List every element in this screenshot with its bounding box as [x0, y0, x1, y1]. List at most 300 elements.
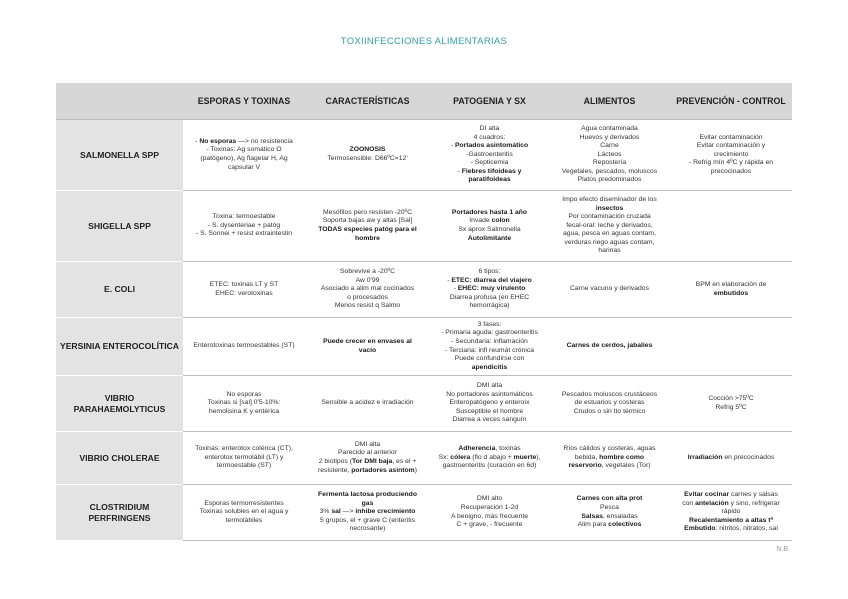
table-row	[56, 485, 792, 541]
text: Esporas termorresistentes	[204, 499, 284, 507]
table-header-row	[56, 83, 792, 120]
text: en precocinados	[722, 453, 775, 461]
bold-text: muerte	[513, 453, 537, 461]
cell-line	[185, 290, 303, 299]
cell-line	[672, 404, 790, 413]
cell-line	[432, 355, 547, 364]
cell-line	[432, 329, 547, 338]
cell-line	[307, 155, 428, 164]
cell-line	[551, 125, 668, 134]
text: Repostería	[592, 159, 627, 167]
cell-line	[551, 213, 668, 222]
cell	[670, 376, 792, 432]
text: necrosante)	[349, 525, 386, 533]
cell-line	[185, 213, 303, 222]
cell	[183, 376, 305, 432]
cell-line	[432, 382, 547, 391]
cell-line	[432, 408, 547, 417]
cell	[305, 318, 430, 376]
bold-text: ETEC: diarrea del viajero	[451, 276, 532, 284]
bold-text: antelación	[695, 499, 729, 507]
cell-line	[672, 500, 790, 509]
cell-line	[551, 495, 668, 504]
text: Invade	[469, 217, 492, 225]
text: DMI alta	[354, 440, 381, 448]
header-cell-corner	[56, 83, 183, 120]
cell-line	[672, 142, 790, 151]
cell-line	[551, 504, 668, 513]
bold-text: ZOONOSIS	[349, 146, 386, 154]
page-footer: N.B.	[776, 546, 790, 553]
cell	[430, 262, 549, 318]
text: Por contaminación cruzada	[568, 213, 651, 221]
cell-line	[551, 285, 668, 294]
text: Recuperación 1-2d	[460, 503, 519, 511]
cell	[549, 318, 670, 376]
cell	[549, 376, 670, 432]
text: -Gastroenteritis	[466, 150, 513, 158]
text: No esporas	[226, 390, 262, 398]
cell	[305, 376, 430, 432]
cell	[670, 262, 792, 318]
cell	[430, 432, 549, 485]
cell-line	[432, 142, 547, 151]
cell	[549, 191, 670, 262]
bold-text: Salsas	[581, 512, 603, 520]
text: Menos resist q Salmo	[334, 302, 401, 310]
text: Aw 0'99	[355, 276, 380, 284]
text: Enterotoxinas termoestables (ST)	[193, 342, 295, 350]
page-title: TOXIINFECCIONES ALIMENTARIAS	[340, 36, 508, 47]
cell-line	[551, 159, 668, 168]
cell-line	[185, 230, 303, 239]
text: bebida,	[574, 453, 600, 461]
cell-line	[432, 513, 547, 522]
cell-line	[307, 449, 428, 458]
text: , toxinas	[495, 445, 521, 453]
text: gastroenteritis (curación en 6d)	[442, 462, 537, 470]
cell-line	[432, 168, 547, 177]
text: Cocción >75ºC	[708, 394, 754, 402]
text: ),	[536, 453, 541, 461]
bold-text: Fermenta lactosa produciendo	[318, 491, 417, 499]
cell	[670, 432, 792, 485]
cell	[430, 485, 549, 541]
bold-text: embutidos	[713, 289, 749, 297]
text: 2 biotipos (	[318, 458, 352, 465]
text: Puede confundirse con	[454, 355, 525, 363]
cell	[670, 191, 792, 262]
text: , vegetales (Tor)	[601, 462, 651, 470]
bold-text: Evitar cocinar	[684, 491, 730, 499]
text: 4 cuadros:	[473, 133, 506, 141]
cell-line	[432, 217, 547, 226]
text: resistente,	[318, 466, 352, 474]
text: Termosensible: D66ºC=12'	[327, 155, 408, 162]
text: Evitar contaminación	[699, 133, 763, 141]
cell-line	[185, 445, 303, 454]
bold-text: colon	[491, 217, 510, 225]
cell-line	[672, 491, 790, 500]
text: termolábiles	[225, 516, 263, 524]
cell-line	[432, 462, 547, 471]
cell-line	[307, 347, 428, 356]
bold-text: cólera	[450, 453, 471, 461]
cell-line	[551, 205, 668, 214]
cell-line	[307, 525, 428, 534]
cell-line	[551, 230, 668, 239]
text: y sino, refrigerar	[728, 499, 780, 507]
text: A benigno, más frecuente	[450, 512, 529, 520]
cell-line	[672, 159, 790, 168]
cell-line	[307, 285, 428, 294]
row-header-vibrio-cholerae: VIBRIO CHOLERAE	[56, 432, 183, 485]
cell-line	[672, 134, 790, 143]
cell-line	[432, 302, 547, 311]
cell-line	[551, 134, 668, 143]
text: Evitar contaminación y	[696, 142, 766, 150]
cell-line	[432, 285, 547, 294]
text: Toxinas solubles en el agua y	[199, 508, 289, 516]
cell-line	[672, 525, 790, 534]
cell-line	[551, 513, 668, 522]
text: (flo d abajo +	[470, 453, 514, 461]
text: Susceptible el hombre	[455, 407, 524, 415]
text: carnes y salsas	[729, 491, 778, 499]
cell-line	[432, 209, 547, 218]
cell-line	[672, 508, 790, 517]
bold-text: paratifoideas	[468, 176, 511, 184]
text: - S. dysenteriae + patóg	[207, 221, 281, 229]
row-header-vibrio-parahaemolyticus: VIBRIO PARAHAEMOLYTICUS	[56, 376, 183, 432]
text: -	[450, 142, 455, 150]
cell-line	[185, 508, 303, 517]
cell-line	[432, 159, 547, 168]
row-header-shigella: SHIGELLA SPP	[56, 191, 183, 262]
text: 6 tipos:	[478, 268, 501, 276]
text: 5 grupos, el + grave C (enteritis	[319, 516, 415, 524]
header-patogenia-sx: PATOGENIA Y SX	[430, 83, 549, 120]
cell	[183, 432, 305, 485]
text: Asociado a alim mal cocinados	[320, 285, 415, 293]
cell	[305, 191, 430, 262]
cell	[183, 485, 305, 541]
text: , es el +	[392, 458, 417, 465]
header-esporas-toxinas: ESPORAS Y TOXINAS	[183, 83, 305, 120]
text: enterotox termolábil (LT) y	[204, 453, 284, 461]
bold-text: Portadores hasta 1 año	[451, 208, 528, 216]
text: - Toxinas: Ag somático O	[206, 146, 282, 154]
cell-line	[307, 235, 428, 244]
cell-line	[307, 399, 428, 408]
cell	[305, 485, 430, 541]
text: - Terciaria: infl reumát crónica	[444, 346, 535, 354]
cell-line	[185, 408, 303, 417]
text: fecal-oral: leche y derivados,	[566, 221, 653, 229]
text: - Septicemia	[470, 159, 509, 167]
cell-line	[551, 168, 668, 177]
text: , ensaladas	[602, 512, 638, 520]
row-header-clostridium: CLOSTRIDIUM PERFRINGENS	[56, 485, 183, 541]
cell-line	[185, 454, 303, 463]
cell-line	[307, 517, 428, 526]
text: Toxina: termoestable	[212, 213, 276, 221]
cell-line	[432, 277, 547, 286]
bold-text: vacío	[358, 346, 377, 354]
bold-text: Carnes de cerdos, jabalíes	[566, 342, 653, 350]
table-row	[56, 262, 792, 318]
cell-line	[307, 226, 428, 235]
text: Sx aprox Salmonella	[458, 226, 521, 233]
cell-line	[551, 454, 668, 463]
text: termoestable (ST)	[216, 462, 272, 470]
text: hemolisina K y entérica	[208, 407, 280, 415]
table-row	[56, 376, 792, 432]
text: Crudos o sin tto térmico	[573, 407, 646, 415]
cell-line	[307, 209, 428, 218]
bold-text: Puede crecer en envases al	[323, 337, 412, 345]
text: -	[195, 137, 200, 145]
cell-line	[432, 176, 547, 185]
text: o procesados	[347, 293, 388, 301]
cell-line	[672, 517, 790, 526]
text: -	[453, 285, 458, 293]
text: : nitritos, nitratos, sal	[715, 525, 778, 533]
cell-line	[432, 235, 547, 244]
text: rápido	[721, 508, 741, 516]
header-caracteristicas: CARACTERÍSTICAS	[305, 83, 430, 120]
text: -	[447, 276, 452, 284]
bold-text: insectos	[595, 204, 624, 212]
cell-line	[432, 321, 547, 330]
cell	[549, 120, 670, 191]
cell-line	[551, 391, 668, 400]
cell-line	[307, 302, 428, 311]
text: de estuarios y costeras	[574, 399, 645, 407]
bold-text: colectivos	[608, 521, 642, 529]
cell-line	[185, 146, 303, 155]
cell-line	[185, 391, 303, 400]
bold-text: reservorio	[568, 462, 602, 470]
cell-line	[672, 151, 790, 160]
cell-line	[551, 142, 668, 151]
bold-text: Carnes con alta prot	[576, 495, 643, 503]
toxiinfecciones-table	[56, 83, 792, 541]
bold-text: Portados asintomático	[454, 142, 529, 150]
table-row	[56, 318, 792, 376]
cell-line	[307, 441, 428, 450]
text: BPM en elaboración de	[695, 280, 767, 288]
text: - S. Sonnei + resist extraintestin	[195, 230, 293, 238]
bold-text: apendicitis	[471, 363, 508, 371]
text: ETEC: toxinas LT y ST	[209, 280, 279, 288]
cell-line	[432, 495, 547, 504]
cell	[430, 376, 549, 432]
cell-line	[551, 222, 668, 231]
text: Sobrevive a -20ºC	[340, 268, 395, 276]
table-row	[56, 191, 792, 262]
cell-line	[432, 125, 547, 134]
text: —> no resistencia	[236, 137, 293, 145]
text: -	[457, 167, 462, 175]
cell-line	[185, 500, 303, 509]
text: harinas	[598, 247, 621, 255]
text: 3%	[319, 508, 332, 516]
text: capsular V	[227, 163, 261, 171]
text: EHEC: verotoxinas	[215, 289, 273, 297]
text: verduras riego aguas contam,	[564, 238, 655, 246]
cell	[430, 318, 549, 376]
header-alimentos: ALIMENTOS	[549, 83, 670, 120]
bold-text: No esporas	[199, 137, 237, 145]
text: )	[414, 466, 417, 474]
text: hemorrágica)	[469, 302, 510, 310]
cell-line	[672, 454, 790, 463]
text: - Secundaria: inflamación	[451, 337, 528, 345]
text: Impo efecto diseminador de los	[562, 195, 657, 203]
bold-text: Embutido	[684, 525, 716, 533]
text: (patógeno), Ag flagelar H, Ag	[200, 155, 288, 162]
cell-line	[672, 168, 790, 177]
bold-text: EHEC: muy virulento	[457, 285, 526, 293]
cell-line	[551, 462, 668, 471]
cell-line	[185, 155, 303, 164]
cell-line	[551, 342, 668, 351]
cell-line	[432, 294, 547, 303]
text: - Refrig mín 4ºC y rápida en	[688, 159, 774, 167]
cell-line	[307, 217, 428, 226]
text: Vegetales, pescados, moluscos	[561, 167, 658, 175]
cell-line	[551, 151, 668, 160]
text: DMI alta	[476, 382, 503, 390]
cell	[183, 120, 305, 191]
text: Agua contaminada	[581, 124, 638, 132]
text: Carne	[600, 142, 619, 150]
text: —>	[340, 508, 356, 516]
text: precocinados	[710, 167, 752, 175]
text: Refrig 5ºC	[715, 403, 747, 411]
bold-text: inhibe crecimiento	[355, 508, 416, 516]
header-prevencion-control: PREVENCIÓN - CONTROL	[670, 83, 792, 120]
cell-line	[551, 408, 668, 417]
text: Alim para	[577, 521, 609, 529]
cell-line	[307, 268, 428, 277]
cell-line	[551, 196, 668, 205]
text: Sensible a acidez e irradiación	[321, 399, 414, 407]
cell-line	[307, 491, 428, 500]
text: Huevos y derivados	[579, 133, 640, 141]
cell-line	[432, 521, 547, 530]
text: Soporta bajas aw y altas [Sal]	[322, 217, 413, 225]
cell-line	[432, 445, 547, 454]
text: Toxinas: enterotox colérica (CT),	[195, 445, 293, 453]
text: Carne vacuno y derivados	[570, 285, 649, 293]
row-header-e-coli: E. COLI	[56, 262, 183, 318]
text: Parecido al anterior	[338, 449, 397, 457]
cell-line	[672, 290, 790, 299]
cell	[670, 318, 792, 376]
bold-text: TODAS especies patóg para el	[318, 226, 417, 233]
cell-line	[432, 268, 547, 277]
cell-line	[307, 467, 428, 476]
bold-text: hombre	[355, 234, 380, 242]
cell	[183, 318, 305, 376]
cell-line	[307, 458, 428, 467]
cell-line	[672, 395, 790, 404]
cell	[183, 262, 305, 318]
table-row	[56, 432, 792, 485]
cell	[670, 485, 792, 541]
cell-line	[432, 347, 547, 356]
text: Pesca	[600, 503, 619, 511]
cell-line	[307, 338, 428, 347]
text: Enteropatógeno y enteroíx	[449, 399, 530, 407]
cell	[430, 120, 549, 191]
cell	[183, 191, 305, 262]
text: Mesófilos pero resisten -20ºC	[323, 208, 412, 216]
text: Diarrea a veces sanguín	[452, 416, 527, 424]
text: Diarrea profusa (en EHEC	[449, 293, 530, 301]
cell-line	[432, 226, 547, 235]
cell-line	[185, 342, 303, 351]
text: Pescados moluscos crustáceos	[561, 390, 658, 398]
cell-line	[185, 222, 303, 231]
bold-text: Adherencia	[458, 445, 496, 453]
bold-text: sal	[331, 508, 341, 516]
cell-line	[432, 504, 547, 513]
text: Toxinas si [sal] 0'5-10%:	[207, 399, 281, 407]
cell-line	[551, 247, 668, 256]
cell-line	[185, 462, 303, 471]
cell	[670, 120, 792, 191]
text: crecimiento	[713, 150, 749, 158]
cell-line	[551, 445, 668, 454]
cell-line	[307, 146, 428, 155]
cell-line	[185, 138, 303, 147]
cell	[305, 262, 430, 318]
bold-text: hombre como	[599, 453, 645, 461]
text: DMI alto	[476, 495, 503, 503]
cell-line	[432, 338, 547, 347]
cell	[549, 262, 670, 318]
text: Sx:	[438, 453, 451, 461]
text: con	[682, 499, 696, 507]
bold-text: Tor DMI baja	[351, 458, 393, 465]
text: agua, pesca en aguas contam,	[563, 230, 656, 238]
cell-line	[432, 454, 547, 463]
bold-text: Irradiación	[687, 453, 723, 461]
cell-line	[432, 364, 547, 373]
cell-line	[551, 176, 668, 185]
cell-line	[307, 500, 428, 509]
text: Lácteos	[597, 150, 622, 158]
cell	[305, 120, 430, 191]
table-row	[56, 120, 792, 191]
cell	[549, 485, 670, 541]
cell-line	[185, 399, 303, 408]
bold-text: Autolimitante	[467, 234, 512, 242]
text: Ríos cálidos y costeras, aguas	[563, 445, 656, 453]
cell-line	[185, 281, 303, 290]
text: No portadores asintomáticos	[446, 390, 533, 398]
cell-line	[551, 521, 668, 530]
bold-text: Fiebres tifoideas y	[461, 167, 522, 175]
bold-text: Recalentamiento a altas tª	[688, 516, 774, 524]
cell-line	[307, 294, 428, 303]
cell-line	[672, 281, 790, 290]
text: Platos predominados	[577, 176, 642, 184]
cell-line	[432, 399, 547, 408]
